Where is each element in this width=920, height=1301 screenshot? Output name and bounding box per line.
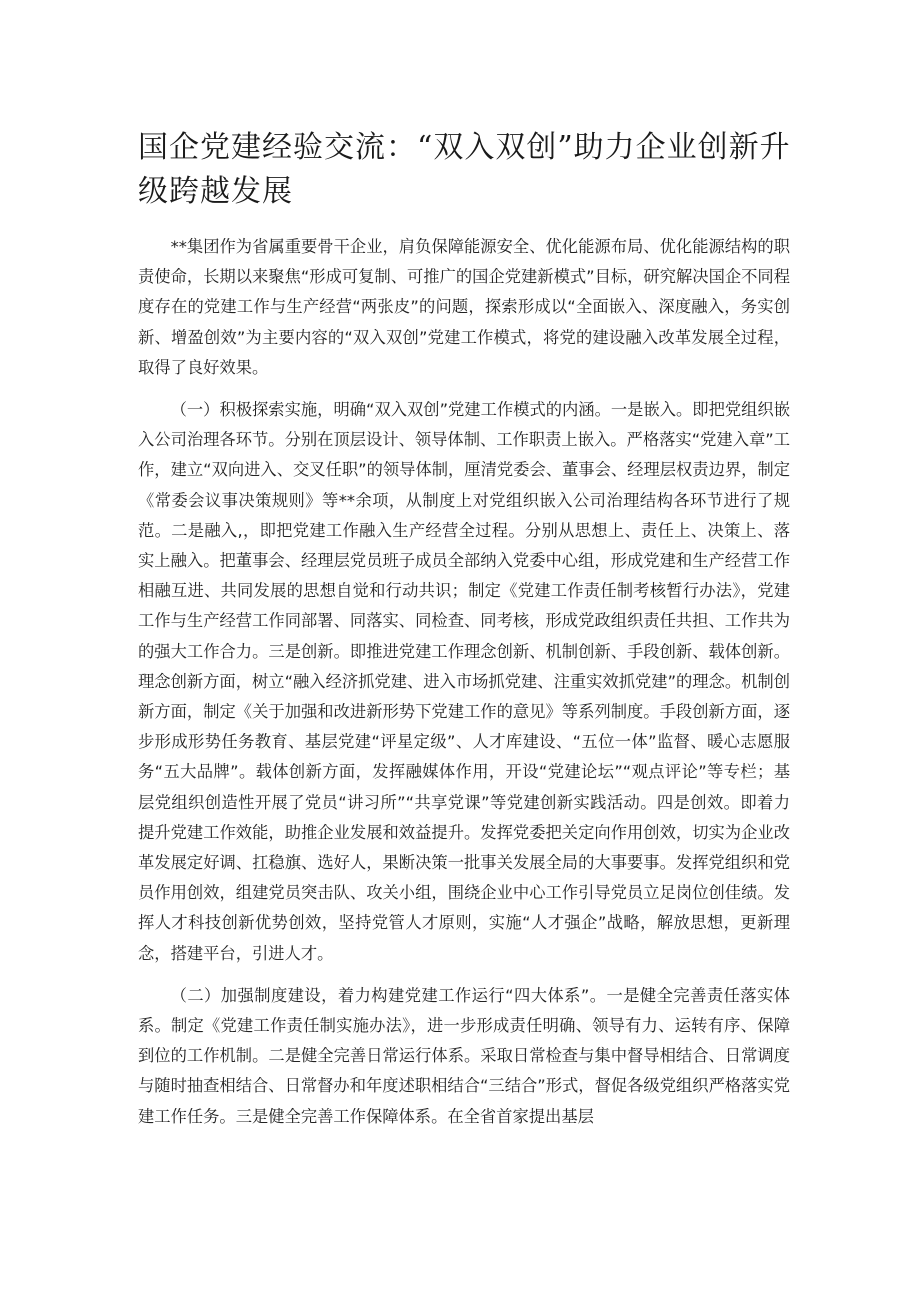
paragraph-section-2: （二）加强制度建设，着力构建党建工作运行“四大体系”。一是健全完善责任落实体系。制定《党建工作责任制实施办法》，进一步形成责任明确、领导有力、运转有序、保障到位的工作机制。二是健全完善日常运行体系。采取日常检查与集中督导相结合、日常调度与随时抽查相结合、日常督办和年度述职相结合“三结合”形式，督促各级党组织严格落实党建工作任务。三是健全完善工作保障体系。在全省首家提出基层 bbox=[138, 985, 790, 1126]
paragraph-section-1: （一）积极探索实施，明确“双入双创”党建工作模式的内涵。一是嵌入。即把党组织嵌入公司治理各环节。分别在顶层设计、领导体制、工作职责上嵌入。严格落实“党建入章”工作，建立“双向进入、交叉任职”的领导体制，厘清党委会、董事会、经理层权责边界，制定《常委会议事决策规则》等**余项，从制度上对党组织嵌入公司治理结构各环节进行了规范。二是融入,，即把党建工作融入生产经营全过程。分别从思想上、责任上、决策上、落实上融入。把董事会、经理层党员班子成员全部纳入党委中心组，形成党建和生产经营工作相融互进、共同发展的思想自觉和行动共识；制定《党建工作责任制考核暂行办法》，党建工作与生产经营工作同部署、同落实、同检查、同考核，形成党政组织责任共担、工作共为的强大工作合力。三是创新。即推进党建工作理念创新、机制创新、手段创新、载体创新。理念创新方面，树立“融入经济抓党建、进入市场抓党建、注重实效抓党建”的理念。机制创新方面，制定《关于加强和改进新形势下党建工作的意见》等系列制度。手段创新方面，逐步形成形势任务教育、基层党建“评星定级”、人才库建设、“五位一体”监督、暖心志愿服务“五大品牌”。载体创新方面，发挥融媒体作用，开设“党建论坛”“观点评论”等专栏；基层党组织创造性开展了党员“讲习所”“共享党课”等党建创新实践活动。四是创效。即着力提升党建工作效能，助推企业发展和效益提升。发挥党委把关定向作用创效，切实为企业改革发展定好调、扛稳旗、选好人，果断决策一批事关发展全局的大事要事。发挥党组织和党员作用创效，组建党员突击队、攻关小组，围绕企业中心工作引导党员立足岗位创佳绩。发挥人才科技创新优势创效，坚持党管人才原则，实施“人才强企”战略，解放思想，更新理念，搭建平台，引进人才。 bbox=[138, 400, 790, 963]
document-title: 国企党建经验交流：“双入双创”助力企业创新升级跨越发展 bbox=[138, 130, 791, 209]
paragraph-intro: **集团作为省属重要骨干企业，肩负保障能源安全、优化能源布局、优化能源结构的职责使命，长期以来聚焦“形成可复制、可推广的国企党建新模式”目标，研究解决国企不同程度存在的党建工作与生产经营“两张皮”的问题，探索形成以“全面嵌入、深度融入，务实创新、增盈创效”为主要内容的“双入双创”党建工作模式，将党的建设融入改革发展全过程，取得了良好效果。 bbox=[138, 237, 790, 377]
document-body bbox=[138, 232, 790, 1144]
